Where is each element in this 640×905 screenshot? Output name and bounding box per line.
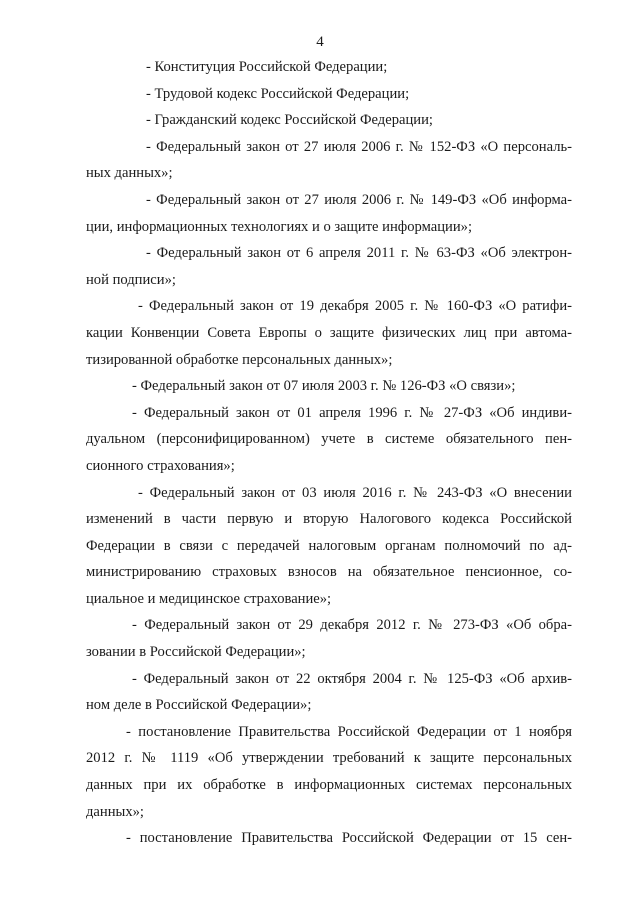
list-item-law-126: - Федеральный закон от 07 июля 2003 г. № 126-ФЗ «О связи»; <box>132 378 516 395</box>
list-item-civil-code: - Гражданский кодекс Российской Федерации; <box>146 112 433 129</box>
list-item-law-149-line1: - Федеральный закон от 27 июля 2006 г. № 149-ФЗ «Об информа- <box>146 191 572 208</box>
list-item-law-243-line3: Федерации в связи с передачей налоговым органам полномочий по ад- <box>86 537 572 554</box>
list-item-decree-1119-line4: данных»; <box>86 803 144 820</box>
list-item-law-27-line3: сионного страхования»; <box>86 457 235 474</box>
list-item-decree-1119-line1: - постановление Правительства Российской Федерации от 1 ноября <box>126 723 572 740</box>
page-number: 4 <box>316 34 324 50</box>
list-item-law-149-line2: ции, информационных технологиях и о защите информации»; <box>86 218 473 235</box>
list-item-decree-1119-line2: 2012 г. № 1119 «Об утверждении требований к защите персональных <box>86 750 572 767</box>
list-item-law-63-line2: ной подписи»; <box>86 271 176 288</box>
list-item-law-273-line1: - Федеральный закон от 29 декабря 2012 г. № 273-ФЗ «Об обра- <box>132 617 572 634</box>
list-item-law-152-line2: ных данных»; <box>86 165 173 182</box>
list-item-labor-code: - Трудовой кодекс Российской Федерации; <box>146 85 410 102</box>
list-item-law-243-line5: циальное и медицинское страхование»; <box>86 590 332 607</box>
list-item-decree-next-line1: - постановление Правительства Российской Федерации от 15 сен- <box>126 830 572 847</box>
document-body <box>86 54 572 852</box>
list-item-law-160-line2: кации Конвенции Совета Европы о защите физических лиц при автома- <box>86 324 572 341</box>
list-item-law-273-line2: зовании в Российской Федерации»; <box>86 644 306 661</box>
list-item-law-152-line1: - Федеральный закон от 27 июля 2006 г. № 152-ФЗ «О персональ- <box>146 138 572 155</box>
list-item-law-125-line1: - Федеральный закон от 22 октября 2004 г. № 125-ФЗ «Об архив- <box>132 670 572 687</box>
list-item-law-160-line3: тизированной обработке персональных данных»; <box>86 351 393 368</box>
list-item-law-160-line1: - Федеральный закон от 19 декабря 2005 г. № 160-ФЗ «О ратифи- <box>138 298 572 315</box>
list-item-law-27-line1: - Федеральный закон от 01 апреля 1996 г. № 27-ФЗ «Об индиви- <box>132 404 572 421</box>
list-item-law-243-line4: министрированию страховых взносов на обязательное пенсионное, со- <box>86 564 572 581</box>
list-item-decree-1119-line3: данных при их обработке в информационных системах персональных <box>86 777 572 794</box>
list-item-constitution: - Конституция Российской Федерации; <box>146 59 388 75</box>
list-item-law-125-line2: ном деле в Российской Федерации»; <box>86 697 312 714</box>
list-item-law-63-line1: - Федеральный закон от 6 апреля 2011 г. № 63-ФЗ «Об электрон- <box>146 245 572 262</box>
list-item-law-243-line2: изменений в части первую и вторую Налогового кодекса Российской <box>86 511 572 528</box>
list-item-law-27-line2: дуальном (персонифицированном) учете в системе обязательного пен- <box>86 431 572 448</box>
list-item-law-243-line1: - Федеральный закон от 03 июля 2016 г. № 243-ФЗ «О внесении <box>138 484 572 501</box>
